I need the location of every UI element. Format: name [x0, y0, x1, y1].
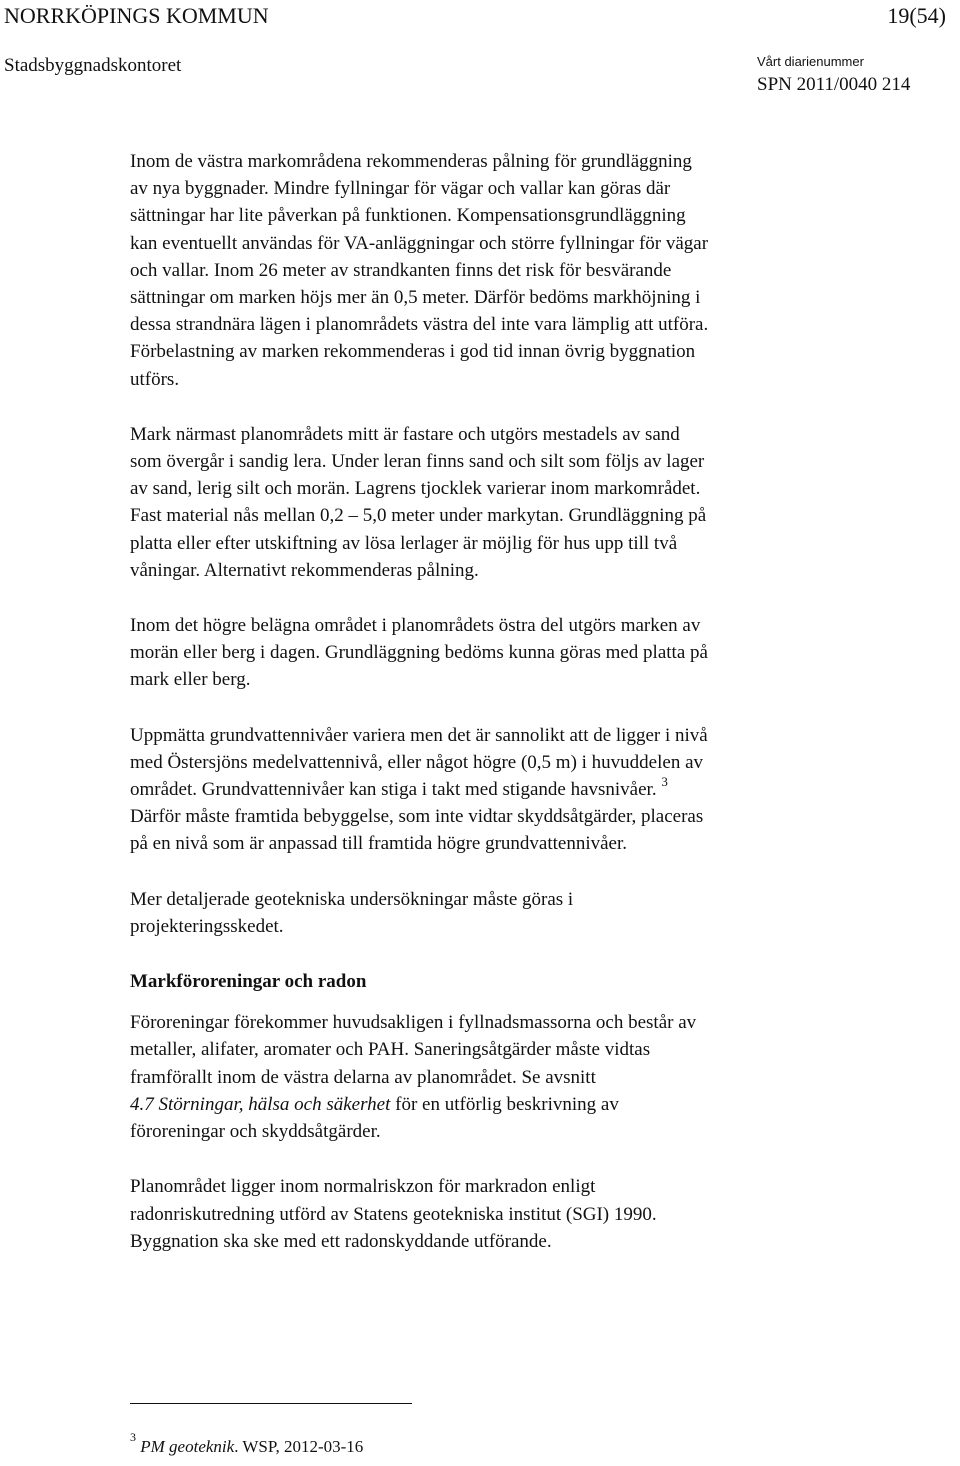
text-line: Byggnation ska ske med ett radonskyddande utförande. [130, 1230, 552, 1252]
text-line: metaller, alifater, aromater och PAH. Saneringsåtgärder måste vidtas [130, 1039, 651, 1061]
text-line: Planområdet ligger inom normalriskzon för markradon enligt [130, 1176, 596, 1198]
text-line: med Östersjöns medelvattennivå, eller något högre (0,5 m) i huvuddelen av [130, 751, 704, 773]
paragraph-pollution [130, 1009, 910, 1145]
footnote-number: 3 [130, 1430, 136, 1445]
paragraph-east-area [130, 612, 910, 694]
footnote-text: . WSP, 2012-03-16 [234, 1437, 364, 1456]
text-line: våningar. Alternativt rekommenderas pålning. [130, 559, 479, 581]
text-line: som övergår i sandig lera. Under leran finns sand och silt som följs av lager [130, 451, 705, 473]
text-line: Föroreningar förekommer huvudsakligen i fyllnadsmassorna och består av [130, 1012, 697, 1034]
text-line: platta eller efter utskiftning av lösa lerlager är möjlig för hus upp till två [130, 532, 678, 554]
paragraph-radon [130, 1173, 910, 1255]
footnote-separator [130, 1403, 412, 1404]
text-line: mark eller berg. [130, 669, 251, 691]
paragraph-groundwater [130, 722, 910, 858]
diarie-label: Vårt diarienummer [757, 54, 864, 69]
text-line: dessa strandnära lägen i planområdets västra del inte vara lämplig att utföra. [130, 314, 709, 336]
text-line: och vallar. Inom 26 meter av strandkanten finns det risk för besvärande [130, 259, 672, 281]
text-line: på en nivå som är anpassad till framtida högre grundvattennivåer. [130, 833, 628, 855]
text-line: kan eventuellt användas för VA-anläggningar och större fyllningar för vägar [130, 232, 709, 254]
text-line: Fast material nås mellan 0,2 – 5,0 meter under markytan. Grundläggning på [130, 505, 707, 527]
footnote [130, 1430, 364, 1457]
diarie-number: SPN 2011/0040 214 [757, 74, 911, 95]
text-line: morän eller berg i dagen. Grundläggning bedöms kunna göras med platta på [130, 642, 708, 664]
footnote-reference[interactable]: 3 [661, 773, 668, 789]
text-line: föroreningar och skyddsåtgärder. [130, 1121, 381, 1143]
text-line: framförallt inom de västra delarna av planområdet. Se avsnitt [130, 1066, 596, 1088]
text-line: projekteringsskedet. [130, 915, 284, 937]
text-line: Inom det högre belägna området i planområdets östra del utgörs marken av [130, 615, 701, 637]
text-segment: området. Grundvattennivåer kan stiga i takt med stigande havsnivåer. [130, 779, 657, 801]
document-body [130, 148, 910, 1255]
text-line: sättningar har lite påverkan på funktionen. Kompensationsgrundläggning [130, 205, 686, 227]
text-line: sättningar om marken höjs mer än 0,5 meter. Därför bedöms markhöjning i [130, 287, 701, 309]
text-line: Uppmätta grundvattennivåer variera men det är sannolikt att de ligger i nivå [130, 724, 708, 746]
text-line: radonriskutredning utförd av Statens geotekniska institut (SGI) 1990. [130, 1203, 657, 1225]
page-number: 19(54) [887, 3, 946, 28]
section-reference[interactable]: 4.7 Störningar, hälsa och säkerhet [130, 1093, 391, 1115]
department-name: Stadsbyggnadskontoret [4, 55, 182, 76]
organization-name: NORRKÖPINGS KOMMUN [4, 3, 269, 28]
text-line [130, 773, 910, 803]
text-line: Mark närmast planområdets mitt är fastare och utgörs mestadels av sand [130, 423, 680, 445]
footnote-title: PM geoteknik [140, 1437, 235, 1456]
paragraph-further-investigation [130, 886, 910, 940]
text-line: Förbelastning av marken rekommenderas i god tid innan övrig byggnation [130, 341, 696, 363]
section-heading: Markföroreningar och radon [130, 971, 367, 993]
text-line: av nya byggnader. Mindre fyllningar för vägar och vallar kan göras där [130, 178, 671, 200]
text-line: Därför måste framtida bebyggelse, som inte vidtar skyddsåtgärder, placeras [130, 806, 704, 828]
text-segment: för en utförlig beskrivning av [390, 1093, 619, 1115]
text-line: Mer detaljerade geotekniska undersökningar måste göras i [130, 888, 574, 910]
text-line [130, 1091, 910, 1118]
paragraph-foundation-west [130, 148, 910, 393]
paragraph-soil-middle [130, 421, 910, 584]
text-line: utförs. [130, 368, 180, 390]
text-line: Inom de västra markområdena rekommenderas pålning för grundläggning [130, 151, 692, 172]
text-line: av sand, lerig silt och morän. Lagrens tjocklek varierar inom markområdet. [130, 478, 701, 500]
